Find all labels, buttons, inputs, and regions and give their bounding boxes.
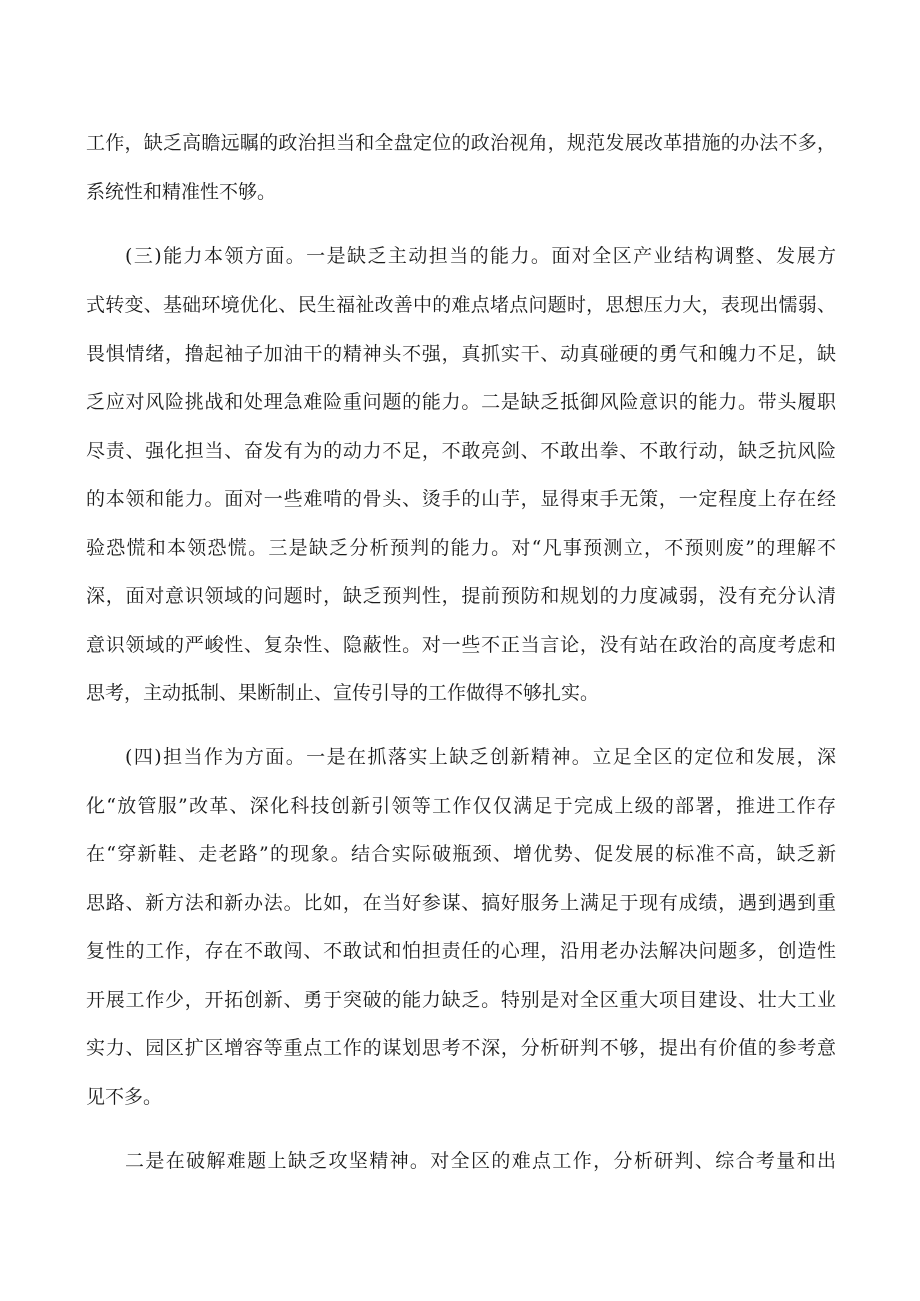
- paragraph-line: 在“穿新鞋、走老路”的现象。结合实际破瓶颈、增优势、促发展的标准不高，缺乏新: [86, 843, 836, 865]
- paragraph-first-line: 二是在破解难题上缺乏攻坚精神。对全区的难点工作，分析研判、综合考量和出: [125, 1150, 836, 1172]
- paragraph-line: 化“放管服”改革、深化科技创新引领等工作仅仅满足于完成上级的部署，推进工作存: [86, 795, 836, 817]
- paragraph-line: 式转变、基础环境优化、民生福祉改善中的难点堵点问题时，思想压力大，表现出懦弱、: [86, 294, 836, 316]
- paragraph-line: 乏应对风险挑战和处理急难险重问题的能力。二是缺乏抵御风险意识的能力。带头履职: [86, 391, 836, 413]
- paragraph-line: 工作，缺乏高瞻远瞩的政治担当和全盘定位的政治视角，规范发展改革措施的办法不多，: [86, 132, 836, 154]
- paragraph-first-line: (三)能力本领方面。一是缺乏主动担当的能力。面对全区产业结构调整、发展方: [125, 245, 836, 267]
- paragraph-line: 复性的工作，存在不敢闯、不敢试和怕担责任的心理，沿用老办法解决问题多，创造性: [86, 940, 836, 962]
- paragraph-line: 验恐慌和本领恐慌。三是缺乏分析预判的能力。对“凡事预测立，不预则废”的理解不: [86, 537, 836, 559]
- paragraph-line: 实力、园区扩区增容等重点工作的谋划思考不深，分析研判不够，提出有价值的参考意: [86, 1037, 836, 1059]
- paragraph-first-line: (四)担当作为方面。一是在抓落实上缺乏创新精神。立足全区的定位和发展，深: [125, 746, 836, 768]
- paragraph-line: 开展工作少，开拓创新、勇于突破的能力缺乏。特别是对全区重大项目建设、壮大工业: [86, 989, 836, 1011]
- paragraph-line: 畏惧情绪，撸起袖子加油干的精神头不强，真抓实干、动真碰硬的勇气和魄力不足，缺: [86, 343, 836, 365]
- paragraph-line: 见不多。: [86, 1086, 163, 1108]
- paragraph-line: 意识领域的严峻性、复杂性、隐蔽性。对一些不正当言论，没有站在政治的高度考虑和: [86, 634, 836, 656]
- paragraph-line: 尽责、强化担当、奋发有为的动力不足，不敢亮剑、不敢出拳、不敢行动，缺乏抗风险: [86, 440, 836, 462]
- paragraph-line: 思考，主动抵制、果断制止、宣传引导的工作做得不够扎实。: [86, 682, 600, 704]
- paragraph-line: 深，面对意识领域的问题时，缺乏预判性，提前预防和规划的力度减弱，没有充分认清: [86, 585, 836, 607]
- paragraph-line: 思路、新方法和新办法。比如，在当好参谋、搞好服务上满足于现有成绩，遇到遇到重: [86, 892, 836, 914]
- paragraph-line: 系统性和精准性不够。: [86, 181, 277, 203]
- paragraph-line: 的本领和能力。面对一些难啃的骨头、烫手的山芋，显得束手无策，一定程度上存在经: [86, 488, 836, 510]
